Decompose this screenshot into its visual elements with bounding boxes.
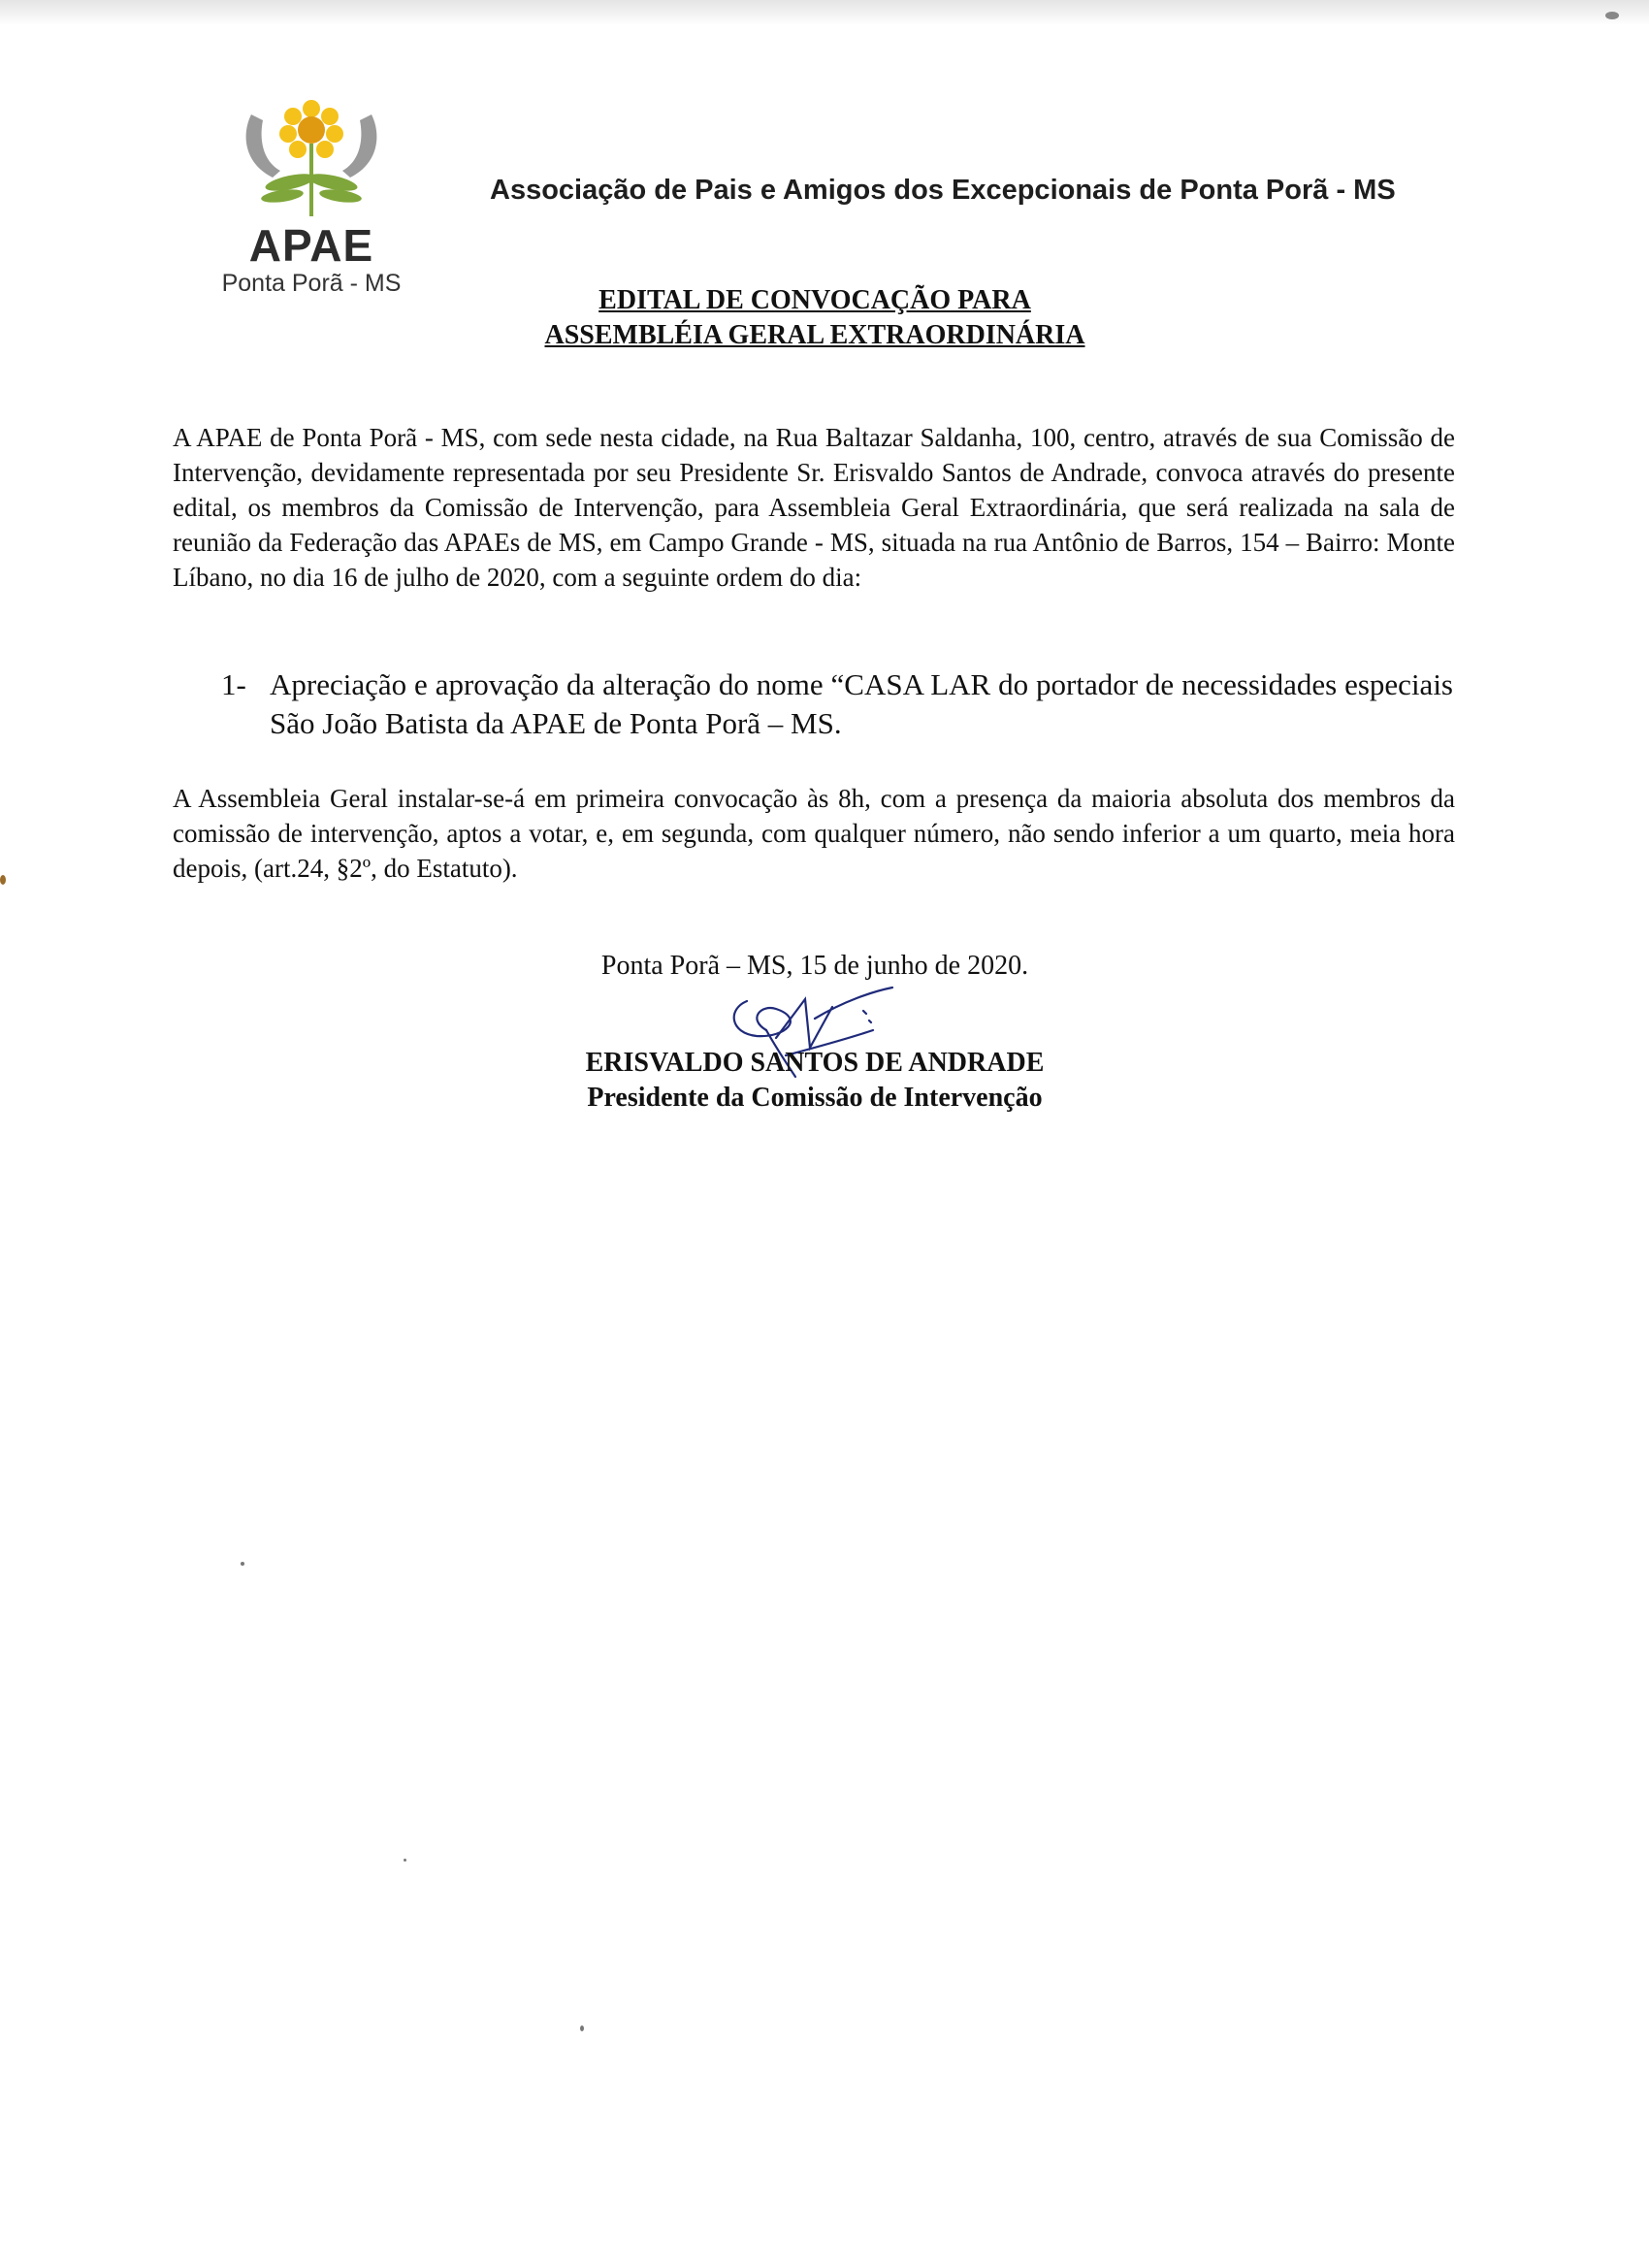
apae-logo (190, 95, 433, 308)
quorum-paragraph: A Assembleia Geral instalar-se-á em primeira convocação às 8h, com a presença da maioria absoluta dos membros da comissão de intervenção, aptos a votar, e, em segunda, com qualquer número, não sendo inferior a um quarto, meia hora depois, (art.24, §2º, do Estatuto). (173, 784, 1455, 883)
scan-speck (0, 875, 6, 885)
agenda-item-text: Apreciação e aprovação da alteração do nome “CASA LAR do portador de necessidades especiais São João Batista da APAE de Ponta Porã – MS. (270, 667, 1453, 740)
association-name: Associação de Pais e Amigos dos Excepcionais de Ponta Porã - MS (490, 175, 1396, 206)
scan-edge-shadow (0, 0, 1649, 25)
place-date: Ponta Porã – MS, 15 de junho de 2020. (600, 951, 1029, 981)
signature-block (388, 1046, 1242, 1116)
scan-speck (241, 1562, 244, 1566)
agenda-item-number: 1- (221, 667, 246, 701)
logo-wordmark: APAE (248, 220, 374, 271)
flower-hands-icon (234, 95, 389, 221)
scan-speck (580, 2025, 584, 2031)
convocation-paragraph: A APAE de Ponta Porã - MS, com sede nesta cidade, na Rua Baltazar Saldanha, 100, centro, através de sua Comissão de Intervenção, devidamente representada por seu Presidente Sr. Erisvaldo Santos de Andrade, convoca através do presente edital, os membros da Comissão de Intervenção, para Assembleia Geral Extraordinária, que será realizada na sala de reunião da Federação das APAEs de MS, em Campo Grande - MS, situada na rua Antônio de Barros, 154 – Bairro: Monte Líbano, no dia 16 de julho de 2020, com a seguinte ordem do dia: (173, 423, 1455, 592)
title-line-2: ASSEMBLÉIA GERAL EXTRAORDINÁRIA (544, 320, 1085, 350)
logo-place: Ponta Porã - MS (221, 270, 402, 297)
scan-speck (404, 1859, 406, 1862)
signer-role: Presidente da Comissão de Intervenção (587, 1083, 1043, 1113)
document-title (388, 283, 1242, 353)
signer-name: ERISVALDO SANTOS DE ANDRADE (585, 1048, 1045, 1078)
title-line-1: EDITAL DE CONVOCAÇÃO PARA (598, 285, 1031, 315)
scan-speck (1605, 12, 1619, 19)
